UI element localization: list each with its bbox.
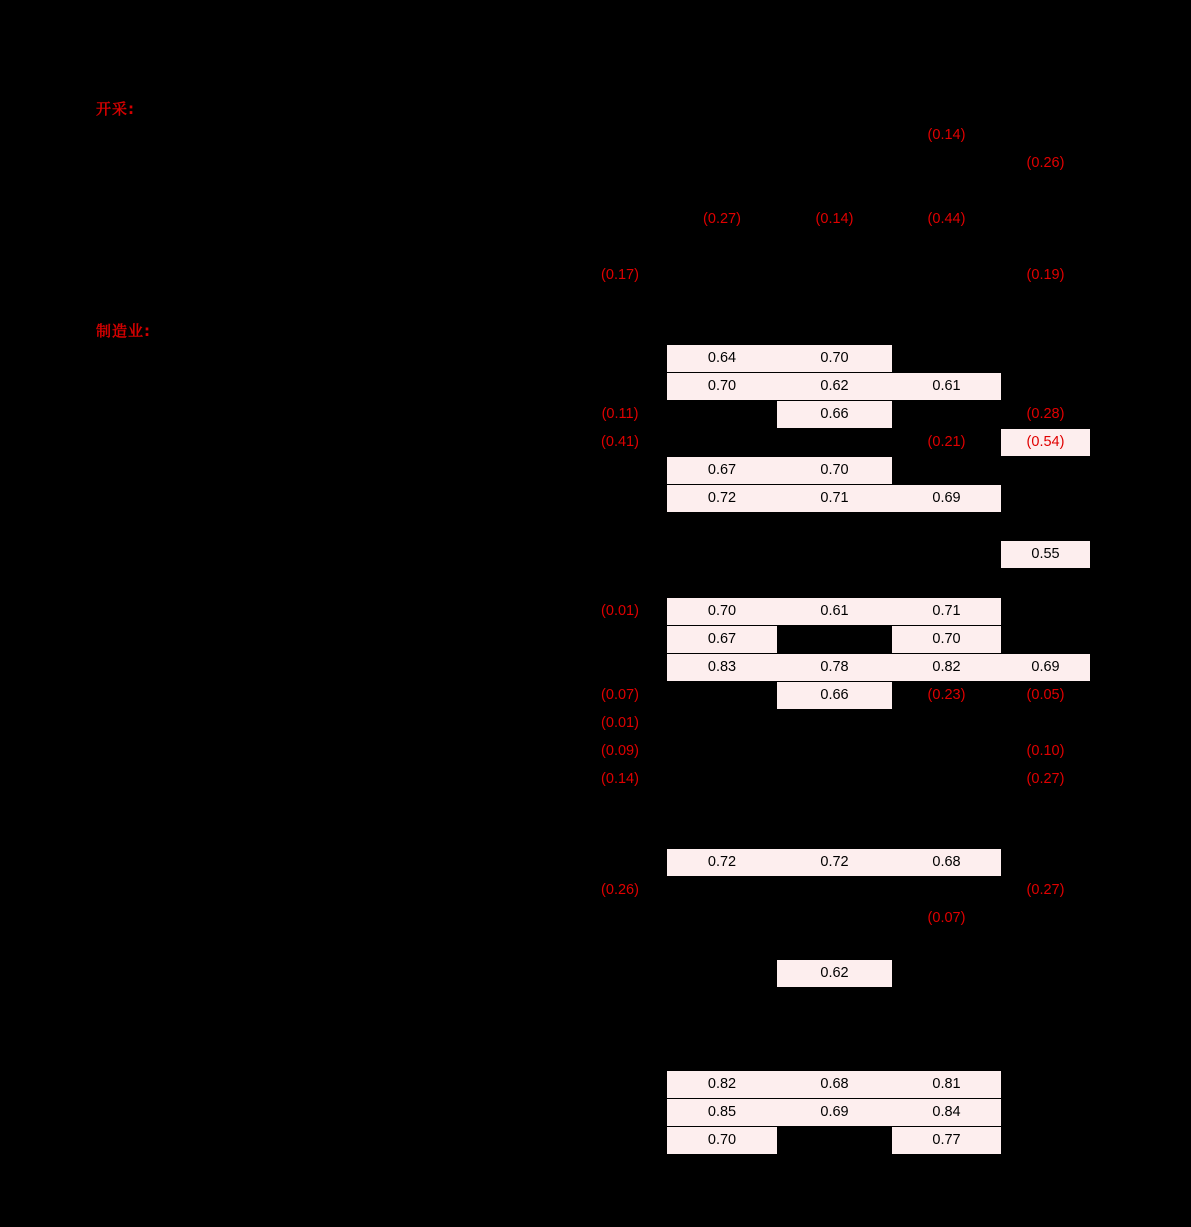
table-cell[interactable]: (0.23) — [927, 687, 966, 703]
table-cell[interactable]: (0.05) — [1026, 687, 1065, 703]
table-cell[interactable]: (0.10) — [1026, 743, 1065, 759]
table-cell[interactable]: 0.72 — [777, 849, 892, 876]
table-cell[interactable]: 0.55 — [1001, 541, 1090, 568]
table-cell[interactable]: 0.62 — [777, 373, 892, 400]
table-cell[interactable]: 0.61 — [777, 598, 892, 625]
table-cell[interactable]: (0.14) — [927, 127, 966, 143]
table-cell[interactable]: 0.70 — [667, 1127, 777, 1154]
table-cell[interactable]: (0.01) — [601, 603, 639, 619]
table-cell[interactable]: (0.14) — [815, 211, 854, 227]
table-cell[interactable]: 0.69 — [777, 1099, 892, 1126]
table-cell[interactable]: (0.27) — [1026, 771, 1065, 787]
table-cell[interactable]: (0.11) — [601, 406, 639, 422]
table-cell[interactable]: 0.66 — [777, 682, 892, 709]
table-cell[interactable]: 0.69 — [892, 485, 1001, 512]
table-cell[interactable]: 0.77 — [892, 1127, 1001, 1154]
table-cell[interactable]: 0.67 — [667, 626, 777, 653]
table-cell[interactable]: 0.66 — [777, 401, 892, 428]
table-cell[interactable]: 0.62 — [777, 960, 892, 987]
table-cell[interactable]: (0.41) — [601, 434, 639, 450]
table-cell[interactable]: 0.70 — [892, 626, 1001, 653]
section-label: 开采: — [96, 100, 135, 118]
table-cell[interactable]: (0.07) — [927, 910, 966, 926]
section-label: 制造业: — [96, 322, 151, 340]
table-cell[interactable]: (0.09) — [601, 743, 639, 759]
table-cell[interactable]: 0.61 — [892, 373, 1001, 400]
table-cell[interactable]: 0.71 — [777, 485, 892, 512]
table-cell[interactable]: (0.26) — [601, 882, 639, 898]
table-cell[interactable]: 0.70 — [667, 598, 777, 625]
table-cell[interactable]: 0.68 — [892, 849, 1001, 876]
table-cell[interactable]: 0.83 — [667, 654, 777, 681]
table-cell[interactable]: (0.01) — [601, 715, 639, 731]
table-cell[interactable]: (0.28) — [1026, 406, 1065, 422]
table-cell[interactable]: (0.19) — [1026, 267, 1065, 283]
table-cell[interactable]: 0.67 — [667, 457, 777, 484]
table-cell[interactable]: 0.70 — [777, 345, 892, 372]
table-cell[interactable]: 0.82 — [667, 1071, 777, 1098]
table-cell[interactable]: 0.81 — [892, 1071, 1001, 1098]
table-cell[interactable]: 0.64 — [667, 345, 777, 372]
table-cell[interactable]: (0.21) — [927, 434, 966, 450]
table-cell[interactable]: (0.27) — [703, 211, 741, 227]
table-cell[interactable]: 0.78 — [777, 654, 892, 681]
table-cell[interactable]: 0.82 — [892, 654, 1001, 681]
table-cell[interactable]: (0.14) — [601, 771, 639, 787]
table-cell[interactable]: 0.85 — [667, 1099, 777, 1126]
table-cell[interactable]: (0.17) — [601, 267, 639, 283]
table-cell[interactable]: (0.27) — [1026, 882, 1065, 898]
table-cell[interactable]: 0.72 — [667, 485, 777, 512]
table-cell[interactable]: 0.71 — [892, 598, 1001, 625]
table-cell[interactable]: 0.72 — [667, 849, 777, 876]
table-cell[interactable]: 0.84 — [892, 1099, 1001, 1126]
table-cell[interactable]: (0.54) — [1001, 429, 1090, 456]
table-cell[interactable]: (0.26) — [1026, 155, 1065, 171]
table-cell[interactable]: 0.68 — [777, 1071, 892, 1098]
table-cell[interactable]: (0.44) — [927, 211, 966, 227]
table-cell[interactable]: (0.07) — [601, 687, 639, 703]
table-cell[interactable]: 0.70 — [667, 373, 777, 400]
table-cell[interactable]: 0.69 — [1001, 654, 1090, 681]
table-cell[interactable]: 0.70 — [777, 457, 892, 484]
